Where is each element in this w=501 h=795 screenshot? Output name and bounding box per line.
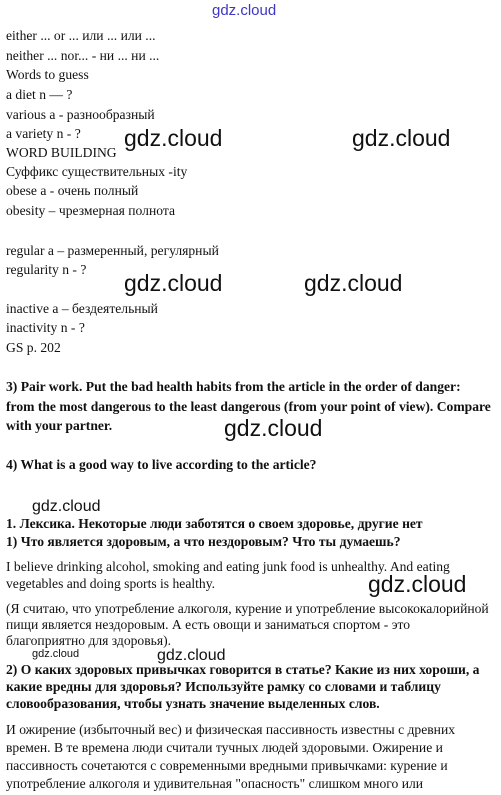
vocab-line-diet: a diet n — ? xyxy=(6,87,73,102)
words-to-guess-heading: Words to guess xyxy=(6,67,89,82)
vocab-line-obese: obese a - очень полный xyxy=(6,183,139,198)
vocab-line-suffix: Суффикс существительных -ity xyxy=(6,164,188,179)
vocab-line-inactive: inactive a – бездеятельный xyxy=(6,301,158,316)
watermark: gdz.cloud xyxy=(304,270,403,296)
vocab-line-obesity: obesity – чрезмерная полнота xyxy=(6,203,175,218)
vocab-line-regularity: regularity n - ? xyxy=(6,262,87,277)
watermark: gdz.cloud xyxy=(32,648,80,660)
answer-1-russian: (Я считаю, что употребление алкоголя, курение и употребление высококалорийной пищи является нездоровым. А есть овощи и заниматься спортом - это благоприятно для здоровья). xyxy=(6,601,489,648)
answer-1-question: 1) Что является здоровым, а что нездоровым? Что ты думаешь? xyxy=(6,534,401,549)
watermark: gdz.cloud xyxy=(224,415,323,441)
watermark-top: gdz.cloud xyxy=(212,2,277,19)
task-4-question: 4) What is a good way to live according to the article? xyxy=(6,457,317,472)
answer-1-english: I believe drinking alcohol, smoking and eating junk food is unhealthy. And eating vegetables and doing sports is healthy. xyxy=(6,559,450,591)
vocab-line-regular: regular a – размеренный, регулярный xyxy=(6,243,219,258)
grammar-reference: GS p. 202 xyxy=(6,340,61,355)
word-building-heading: WORD BUILDING xyxy=(6,145,117,160)
watermark: gdz.cloud xyxy=(32,498,101,515)
watermark: gdz.cloud xyxy=(124,125,223,151)
watermark: gdz.cloud xyxy=(352,125,451,151)
answer-2-question: 2) О каких здоровых привычках говорится в статье? Какие из них хороши, а какие вредны для здоровья? Используйте рамку со словами и таблицу словообразования, чтобы узнать значение выделенных слов. xyxy=(6,662,480,711)
vocab-line-various: various a - разнообразный xyxy=(6,107,155,122)
watermark: gdz.cloud xyxy=(124,270,223,296)
watermark: gdz.cloud xyxy=(368,571,467,597)
vocab-line-either-or: either ... or ... или ... или ... xyxy=(6,28,156,43)
vocab-line-variety: a variety n - ? xyxy=(6,126,81,141)
task-3-pair-work: 3) Pair work. Put the bad health habits from the article in the order of danger: from the most dangerous to the least dangerous (from your point of view). Compare with your partner. xyxy=(6,379,491,433)
answer-2-text: И ожирение (избыточный вес) и физическая пассивность известны с древних времен. В те времена люди считали тучных людей здоровыми. Ожирение и пассивность сочетаются с современными вредными привычками: курение и употребление алкоголя и удивительная "опасность" слишком много или xyxy=(6,722,456,791)
answer-1-title: 1. Лексика. Некоторые люди заботятся о своем здоровье, другие нет xyxy=(6,516,423,531)
vocab-line-inactivity: inactivity n - ? xyxy=(6,320,85,335)
watermark: gdz.cloud xyxy=(157,647,226,664)
vocab-line-neither-nor: neither ... nor... - ни ... ни ... xyxy=(6,48,160,63)
